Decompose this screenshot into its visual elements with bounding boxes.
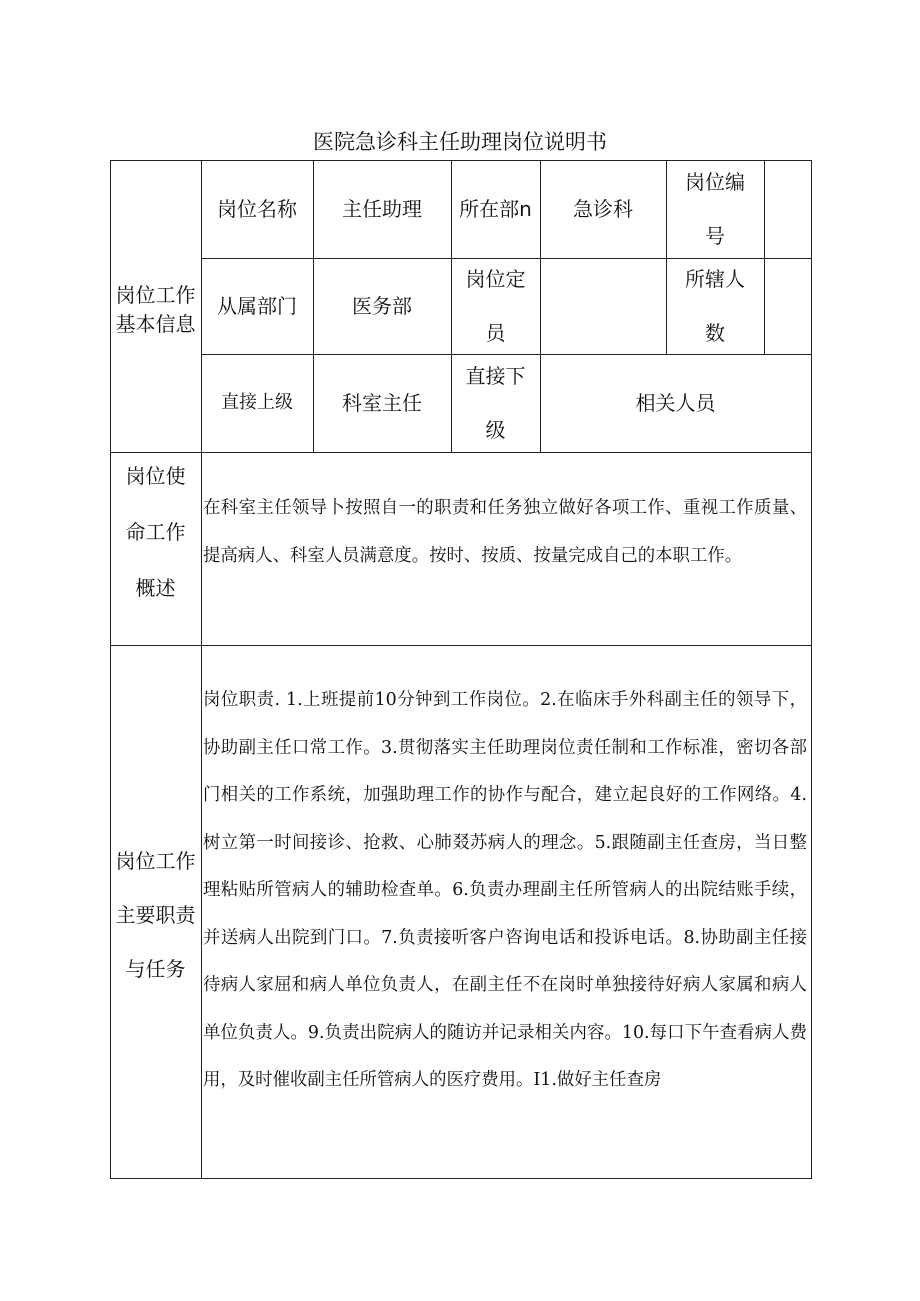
post-name-value: 主任助理 — [342, 196, 422, 221]
document-title: 医院急诊科主任助理岗位说明书 — [313, 130, 607, 154]
rule — [811, 160, 812, 1179]
direct-sub-label: 直接下级 — [465, 364, 526, 442]
rule — [110, 1178, 812, 1179]
section-label-duties: 岗位工作主要职责与任务 — [115, 849, 196, 981]
job-description-table — [110, 160, 812, 1179]
dept-label: 所在部n — [459, 196, 532, 221]
subordinates-label: 所辖人数 — [685, 267, 745, 345]
post-code-label: 岗位编号 — [685, 170, 745, 248]
duties-text: 岗位职责. 1.上班提前10分钟到工作岗位。2.在临床手外科副主任的领导下，协助副主任口常工作。3.贯彻落实主任助理岗位责任制和工作标准，密切各部门相关的工作系统，加强助理工作的协作与配合，建立起良好的工作网络。4.树立第一时间接诊、抢救、心肺叕苏病人的理念。5.跟随副主任查房，当日整理粘贴所管病人的辅助检查单。6.负责办理副主任所管病人的出院结账手续，并送病人出院到门口。7.负责接听客户咨询电话和投诉电话。8.协助副主任接待病人家屈和病人单位负责人，在副主任不在岗时单独接待好病人家属和病人单位负责人。9.负责出院病人的随访并记录相关内容。10.每口下午查看病人费用，及时催收副主任所管病人的医疗费用。I1.做好主任查房 — [203, 690, 807, 1090]
post-name-label: 岗位名称 — [217, 196, 297, 221]
quota-label: 岗位定员 — [465, 267, 526, 345]
dept-value: 急诊科 — [573, 196, 633, 221]
superior-label: 直接上级 — [221, 391, 293, 413]
mission-text: 在科室主任领导卜按照自一的职责和任务独立做好各项工作、重视工作质量、提高病人、科室人员满意度。按时、按质、按量完成自己的本职工作。 — [203, 498, 807, 566]
section-label-mission: 岗位使命工作概述 — [125, 464, 186, 600]
parent-dept-value: 医务部 — [352, 293, 412, 318]
rule — [110, 645, 812, 646]
section-label-basic-info: 岗位工作基本信息 — [115, 283, 196, 336]
quota-value — [540, 258, 666, 354]
post-code-value — [764, 160, 811, 258]
subordinates-value — [764, 258, 811, 354]
direct-sub-value: 相关人员 — [635, 390, 716, 415]
superior-value: 科室主任 — [342, 390, 422, 415]
parent-dept-label: 从属部门 — [217, 293, 297, 318]
